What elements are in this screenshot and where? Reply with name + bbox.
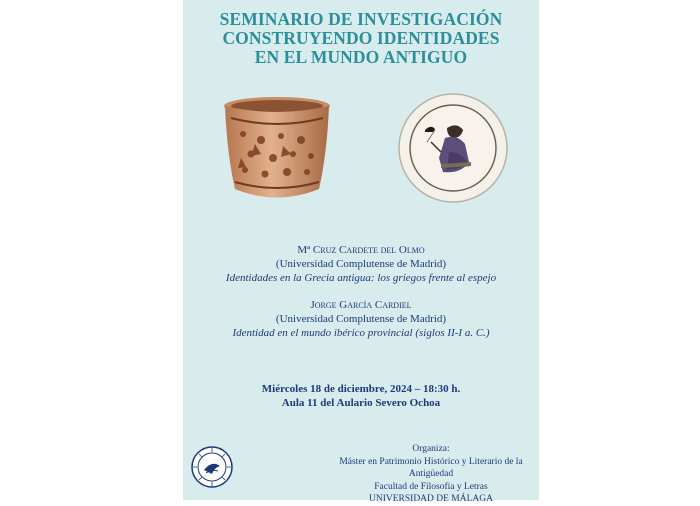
- event-datetime: Miércoles 18 de diciembre, 2024 – 18:30 h.: [261, 383, 461, 395]
- poster-title: [183, 10, 539, 67]
- speaker-1-talk-title: Identidades en la Grecia antigua: los griegos frente al espejo: [225, 272, 497, 284]
- speaker-2: [183, 298, 539, 340]
- speaker-2-name: Jorge García Cardiel: [310, 299, 412, 311]
- event-venue: Aula 11 del Aulario Severo Ochoa: [281, 397, 441, 409]
- speaker-1: [183, 243, 539, 285]
- organizer-line-3: UNIVERSIDAD DE MÁLAGA: [368, 494, 494, 504]
- organizer-line-2: Facultad de Filosofía y Letras: [374, 481, 488, 492]
- iberian-vase-image: [221, 94, 333, 204]
- greek-kylix-image: [397, 92, 509, 204]
- title-line-3: EN EL MUNDO ANTIGUO: [254, 47, 468, 67]
- university-seal-logo: [191, 446, 233, 488]
- speaker-2-institution: (Universidad Complutense de Madrid): [275, 313, 447, 325]
- organizer-label: Organiza:: [412, 444, 450, 454]
- organizer-block: [323, 443, 539, 506]
- seminar-poster: [183, 0, 539, 504]
- organizer-line-1: Máster en Patrimonio Histórico y Literario de la Antigüedad: [339, 456, 523, 479]
- speaker-2-talk-title: Identidad en el mundo ibérico provincial (siglos II-I a. C.): [232, 327, 490, 339]
- title-line-1: SEMINARIO DE INVESTIGACIÓN: [219, 9, 503, 29]
- event-details: [183, 382, 539, 410]
- title-line-2: CONSTRUYENDO IDENTIDADES: [222, 28, 500, 48]
- speaker-1-name: Mª Cruz Cardete del Olmo: [297, 244, 425, 256]
- artifact-images: [183, 90, 539, 210]
- speaker-1-institution: (Universidad Complutense de Madrid): [275, 258, 447, 270]
